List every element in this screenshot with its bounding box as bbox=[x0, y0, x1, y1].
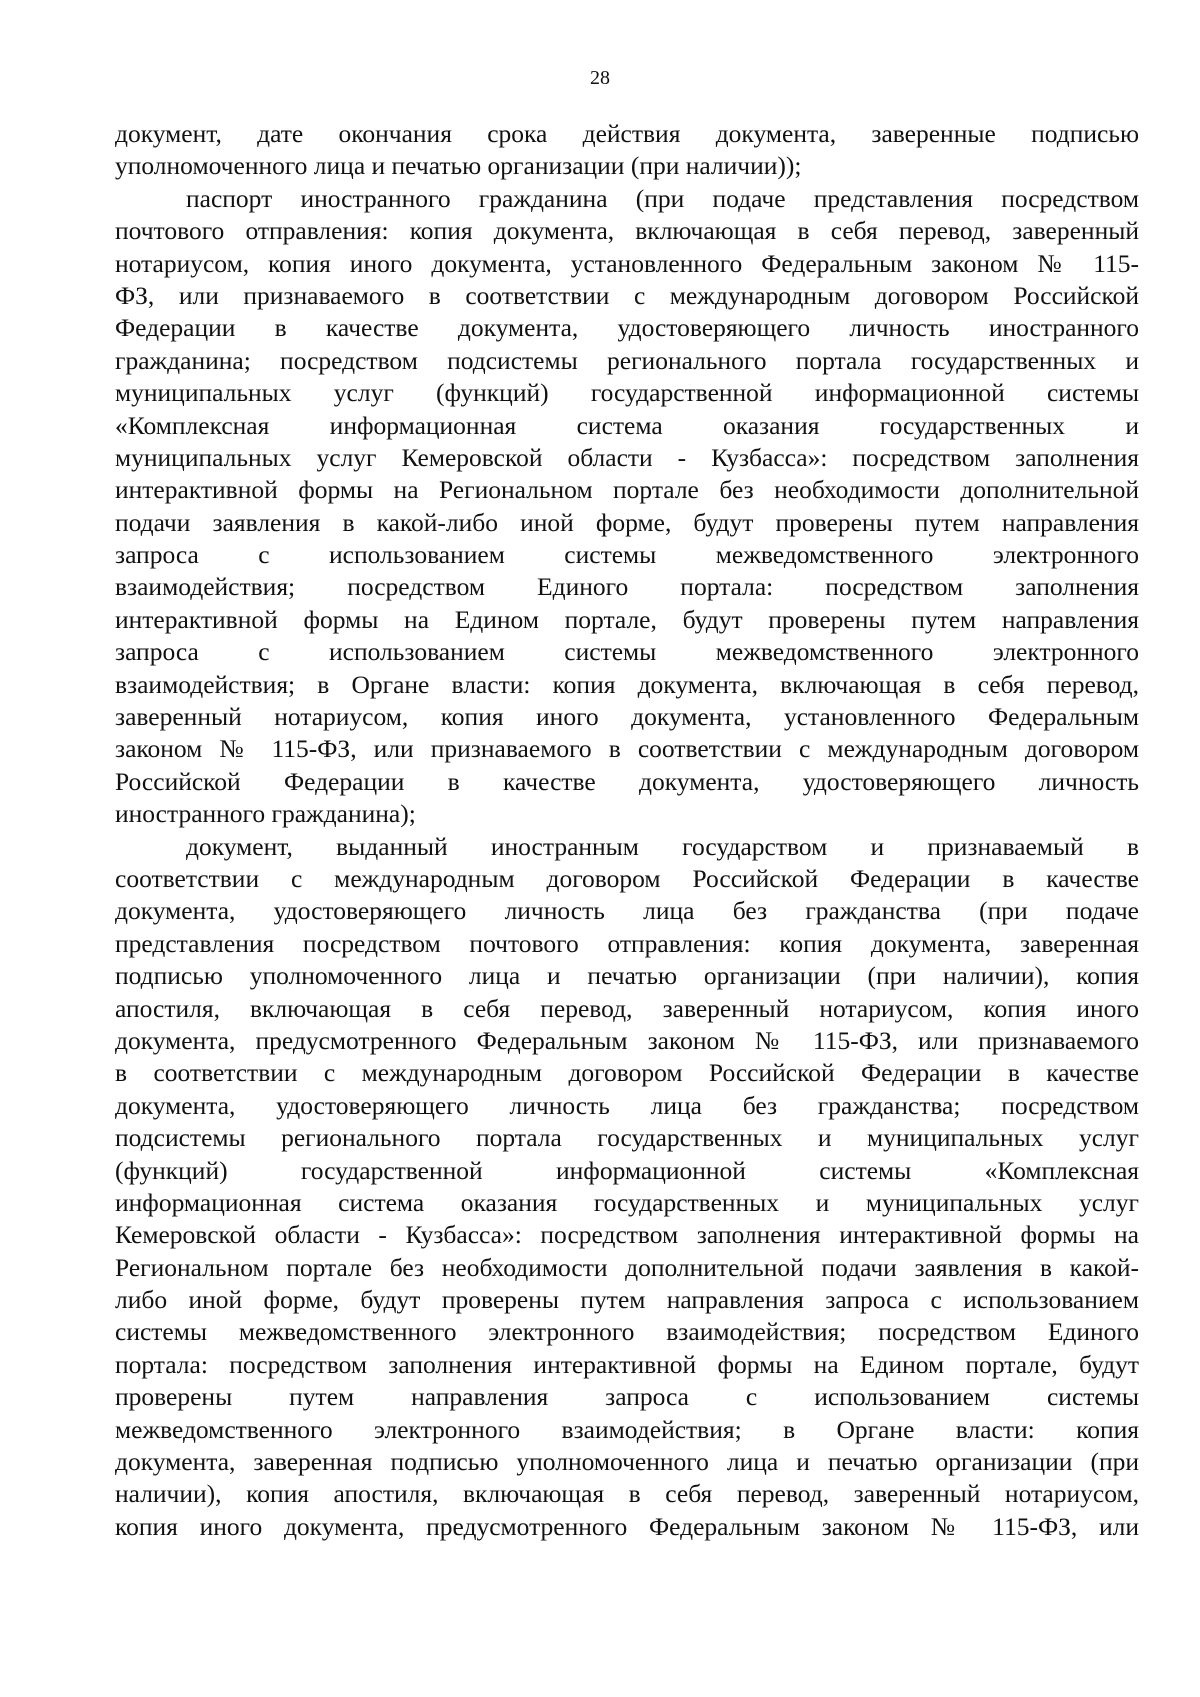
text-line: либо иной форме, будут проверены путем направления запроса с использованием bbox=[115, 1285, 1139, 1315]
text-line: соответствии с международным договором Российской Федерации в качестве bbox=[115, 863, 1139, 893]
text-line: документ, выданный иностранным государством и признаваемый в bbox=[186, 831, 1139, 861]
text-line: муниципальных услуг Кемеровской области - Кузбасса»: посредством заполнения bbox=[115, 442, 1139, 472]
text-line: почтового отправления: копия документа, включающая в себя перевод, заверенный bbox=[115, 216, 1139, 246]
text-line: документа, предусмотренного Федеральным законом № 115-ФЗ, или признаваемого bbox=[115, 1025, 1139, 1055]
text-line: копия иного документа, предусмотренного Федеральным законом № 115-ФЗ, или bbox=[115, 1511, 1139, 1541]
text-line: подписью уполномоченного лица и печатью организации (при наличии), копия bbox=[115, 961, 1139, 991]
text-line: Российской Федерации в качестве документа, удостоверяющего личность bbox=[115, 766, 1139, 796]
text-line: Федерации в качестве документа, удостоверяющего личность иностранного bbox=[115, 313, 1139, 343]
text-line: апостиля, включающая в себя перевод, заверенный нотариусом, копия иного bbox=[115, 993, 1139, 1023]
text-line: законом № 115-ФЗ, или признаваемого в соответствии с международным договором bbox=[115, 734, 1139, 764]
text-line: документа, заверенная подписью уполномоченного лица и печатью организации (при bbox=[115, 1447, 1139, 1477]
text-line: документа, удостоверяющего личность лица без гражданства; посредством bbox=[115, 1090, 1139, 1120]
text-line: запроса с использованием системы межведомственного электронного bbox=[115, 637, 1139, 667]
page-number: 28 bbox=[590, 67, 610, 89]
text-line: Региональном портале без необходимости дополнительной подачи заявления в какой- bbox=[115, 1252, 1139, 1282]
text-line: нотариусом, копия иного документа, установленного Федеральным законом № 115- bbox=[115, 248, 1139, 278]
text-line: «Комплексная информационная система оказания государственных и bbox=[115, 410, 1139, 440]
text-line: взаимодействия; в Органе власти: копия документа, включающая в себя перевод, bbox=[115, 669, 1139, 699]
text-line: уполномоченного лица и печатью организации (при наличии)); bbox=[115, 151, 802, 181]
text-line: Кемеровской области - Кузбасса»: посредством заполнения интерактивной формы на bbox=[115, 1220, 1139, 1250]
paragraph bbox=[115, 183, 1139, 831]
text-line: запроса с использованием системы межведомственного электронного bbox=[115, 540, 1139, 570]
text-line: портала: посредством заполнения интерактивной формы на Едином портале, будут bbox=[115, 1349, 1139, 1379]
text-line: системы межведомственного электронного взаимодействия; посредством Единого bbox=[115, 1317, 1139, 1347]
text-line: заверенный нотариусом, копия иного документа, установленного Федеральным bbox=[115, 702, 1139, 732]
paragraph bbox=[115, 118, 1139, 183]
text-line: представления посредством почтового отправления: копия документа, заверенная bbox=[115, 928, 1139, 958]
text-line: подсистемы регионального портала государственных и муниципальных услуг bbox=[115, 1123, 1139, 1153]
document-body bbox=[115, 118, 1139, 1543]
paragraph bbox=[115, 831, 1139, 1544]
text-line: взаимодействия; посредством Единого портала: посредством заполнения bbox=[115, 572, 1139, 602]
text-line: ФЗ, или признаваемого в соответствии с международным договором Российской bbox=[115, 280, 1139, 310]
text-line: паспорт иностранного гражданина (при подаче представления посредством bbox=[186, 183, 1139, 213]
text-line: иностранного гражданина); bbox=[115, 799, 416, 829]
text-line: гражданина; посредством подсистемы регионального портала государственных и bbox=[115, 345, 1139, 375]
text-line: интерактивной формы на Едином портале, будут проверены путем направления bbox=[115, 604, 1139, 634]
text-line: подачи заявления в какой-либо иной форме, будут проверены путем направления bbox=[115, 507, 1139, 537]
text-line: информационная система оказания государственных и муниципальных услуг bbox=[115, 1187, 1139, 1217]
text-line: документ, дате окончания срока действия документа, заверенные подписью bbox=[115, 119, 1139, 148]
text-line: в соответствии с международным договором Российской Федерации в качестве bbox=[115, 1058, 1139, 1088]
text-line: наличии), копия апостиля, включающая в себя перевод, заверенный нотариусом, bbox=[115, 1479, 1139, 1509]
text-line: документа, удостоверяющего личность лица без гражданства (при подаче bbox=[115, 896, 1139, 926]
text-line: интерактивной формы на Региональном портале без необходимости дополнительной bbox=[115, 475, 1139, 505]
text-line: проверены путем направления запроса с использованием системы bbox=[115, 1382, 1139, 1412]
text-line: межведомственного электронного взаимодействия; в Органе власти: копия bbox=[115, 1414, 1139, 1444]
text-line: (функций) государственной информационной системы «Комплексная bbox=[115, 1155, 1139, 1185]
text-line: муниципальных услуг (функций) государственной информационной системы bbox=[115, 378, 1139, 408]
